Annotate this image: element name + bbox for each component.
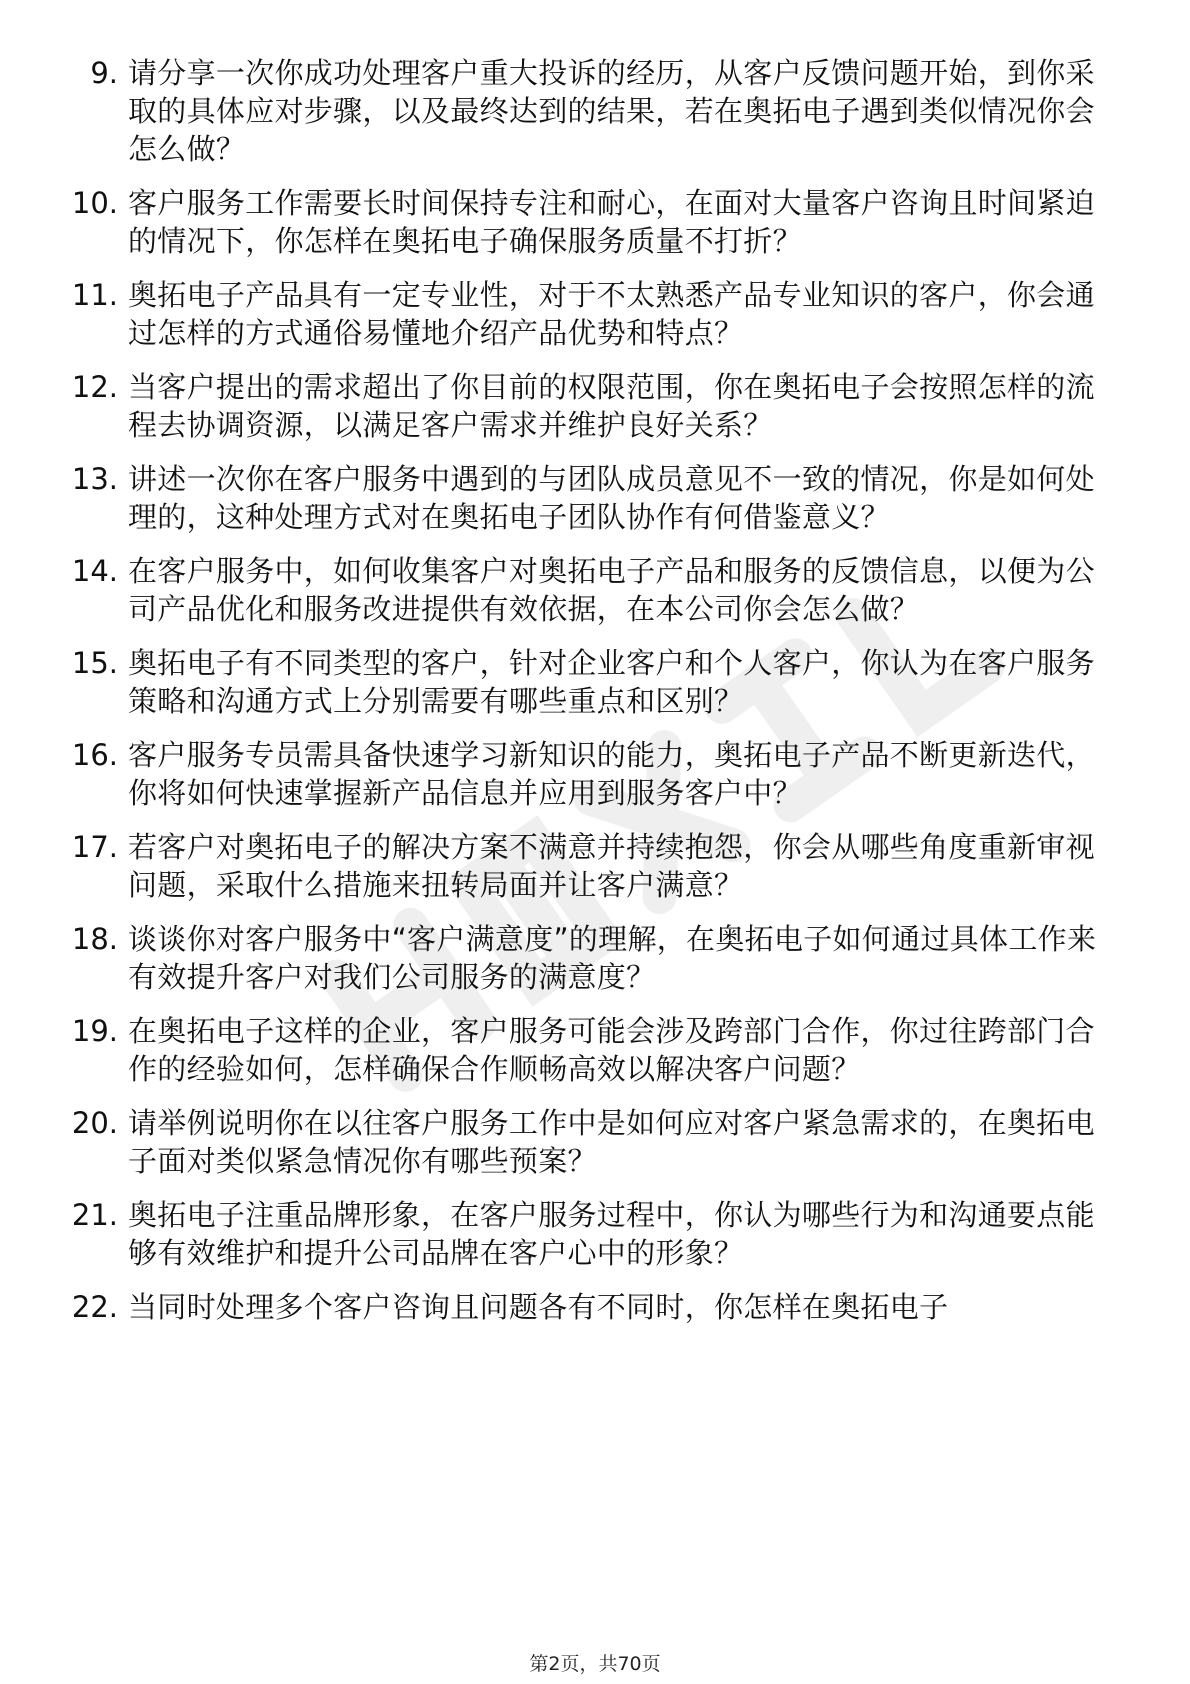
question-item — [56, 1288, 1116, 1326]
question-item — [56, 460, 1116, 536]
question-text: 若客户对奥拓电子的解决方案不满意并持续抱怨，你会从哪些角度重新审视问题，采取什么措施来扭转局面并让客户满意？ — [128, 830, 1095, 902]
question-number: 17. — [71, 830, 118, 864]
question-number: 19. — [71, 1014, 118, 1048]
question-number: 20. — [71, 1106, 118, 1140]
question-item — [56, 1196, 1116, 1272]
question-text: 当客户提出的需求超出了你目前的权限范围，你在奥拓电子会按照怎样的流程去协调资源，以满足客户需求并维护良好关系？ — [128, 370, 1095, 442]
question-item — [56, 828, 1116, 904]
question-number: 9. — [90, 56, 118, 90]
question-number: 15. — [71, 646, 118, 680]
question-item — [56, 1104, 1116, 1180]
question-text: 请举例说明你在以往客户服务工作中是如何应对客户紧急需求的，在奥拓电子面对类似紧急情况你有哪些预案？ — [128, 1106, 1095, 1178]
question-number: 16. — [71, 738, 118, 772]
question-number: 10. — [71, 186, 118, 220]
page-footer — [0, 1652, 1190, 1676]
question-item — [56, 184, 1116, 260]
page-number-label: 第2页，共70页 — [529, 1653, 661, 1675]
question-number: 22. — [71, 1290, 118, 1324]
question-text: 在奥拓电子这样的企业，客户服务可能会涉及跨部门合作，你过往跨部门合作的经验如何，怎样确保合作顺畅高效以解决客户问题？ — [128, 1014, 1095, 1086]
question-item — [56, 920, 1116, 996]
question-text: 客户服务专员需具备快速学习新知识的能力，奥拓电子产品不断更新迭代，你将如何快速掌握新产品信息并应用到服务客户中？ — [128, 738, 1095, 810]
question-number: 18. — [71, 922, 118, 956]
question-number: 11. — [71, 278, 118, 312]
question-item — [56, 644, 1116, 720]
question-text: 谈谈你对客户服务中“客户满意度”的理解，在奥拓电子如何通过具体工作来有效提升客户对我们公司服务的满意度？ — [128, 922, 1097, 994]
question-number: 13. — [71, 462, 118, 496]
question-text: 讲述一次你在客户服务中遇到的与团队成员意见不一致的情况，你是如何处理的，这种处理方式对在奥拓电子团队协作有何借鉴意义？ — [128, 462, 1095, 534]
question-number: 12. — [71, 370, 118, 404]
question-text: 奥拓电子有不同类型的客户，针对企业客户和个人客户，你认为在客户服务策略和沟通方式上分别需要有哪些重点和区别？ — [128, 646, 1095, 718]
question-text: 奥拓电子产品具有一定专业性，对于不太熟悉产品专业知识的客户，你会通过怎样的方式通俗易懂地介绍产品优势和特点？ — [128, 278, 1095, 350]
question-text: 请分享一次你成功处理客户重大投诉的经历，从客户反馈问题开始，到你采取的具体应对步骤，以及最终达到的结果，若在奥拓电子遇到类似情况你会怎么做？ — [128, 56, 1095, 166]
question-text: 当同时处理多个客户咨询且问题各有不同时，你怎样在奥拓电子 — [128, 1290, 949, 1324]
question-text: 奥拓电子注重品牌形象，在客户服务过程中，你认为哪些行为和沟通要点能够有效维护和提升公司品牌在客户心中的形象？ — [128, 1198, 1095, 1270]
question-item — [56, 276, 1116, 352]
question-item — [56, 54, 1116, 168]
question-text: 在客户服务中，如何收集客户对奥拓电子产品和服务的反馈信息，以便为公司产品优化和服务改进提供有效依据，在本公司你会怎么做？ — [128, 554, 1095, 626]
question-text: 客户服务工作需要长时间保持专注和耐心，在面对大量客户咨询且时间紧迫的情况下，你怎样在奥拓电子确保服务质量不打折？ — [128, 186, 1095, 258]
question-item — [56, 368, 1116, 444]
question-item — [56, 1012, 1116, 1088]
question-item — [56, 552, 1116, 628]
question-number: 14. — [71, 554, 118, 588]
question-number: 21. — [71, 1198, 118, 1232]
question-list — [56, 54, 1116, 1342]
question-item — [56, 736, 1116, 812]
